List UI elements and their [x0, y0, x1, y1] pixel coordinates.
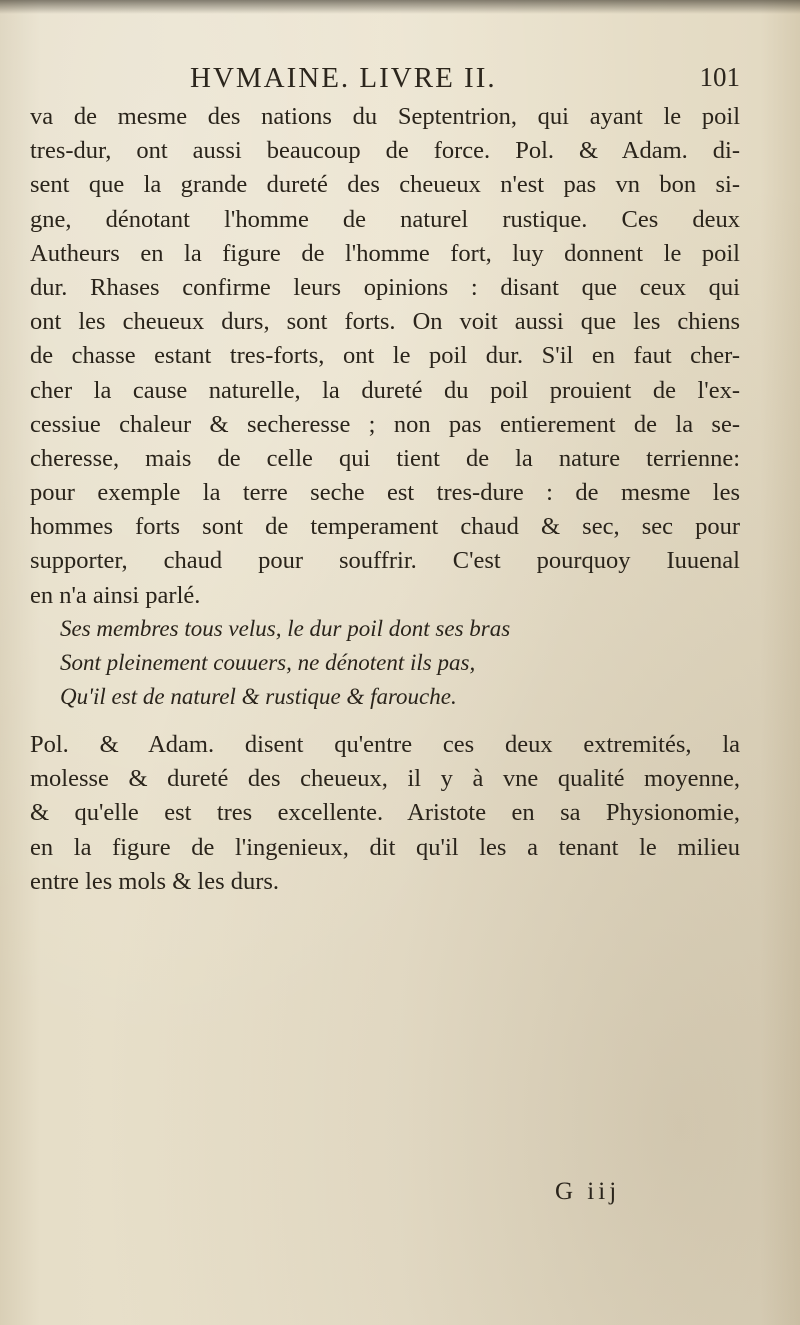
text-line: & qu'elle est tres excellente. Aristote en sa Physionomie,: [30, 799, 740, 827]
paragraph-1: [30, 100, 740, 613]
text-line: supporter, chaud pour souffrir. C'est pourquoy Iuuenal: [30, 547, 740, 575]
verse-line: Qu'il est de naturel & rustique & farouche.: [60, 684, 457, 709]
text-line: en n'a ainsi parlé.: [30, 581, 201, 609]
text-line: Autheurs en la figure de l'homme fort, luy donnent le poil: [30, 239, 740, 267]
paragraph-2: [30, 728, 740, 899]
text-line: hommes forts sont de temperament chaud & sec, sec pour: [30, 513, 740, 541]
text-line: cheresse, mais de celle qui tient de la nature terrienne:: [30, 444, 740, 472]
text-line: va de mesme des nations du Septentrion, qui ayant le poil: [30, 103, 740, 130]
text-line: sent que la grande dureté des cheueux n'est pas vn bon si-: [30, 171, 740, 199]
text-line: cher la cause naturelle, la dureté du poil prouient de l'ex-: [30, 376, 740, 404]
page-edge-shadow: [0, 0, 800, 14]
verse-line: Ses membres tous velus, le dur poil dont ses bras: [60, 616, 511, 641]
running-head: HVMAINE. LIVRE II.: [190, 62, 497, 94]
text-line: dur. Rhases confirme leurs opinions : disant que ceux qui: [30, 273, 740, 301]
signature-mark: G iij: [555, 1178, 621, 1205]
page-number: 101: [699, 62, 740, 92]
text-line: tres-dur, ont aussi beaucoup de force. Pol. & Adam. di-: [30, 137, 740, 165]
text-line: gne, dénotant l'homme de naturel rustique. Ces deux: [30, 205, 740, 233]
text-line: entre les mols & les durs.: [30, 867, 280, 895]
text-line: en la figure de l'ingenieux, dit qu'il les a tenant le milieu: [30, 833, 740, 861]
text-line: pour exemple la terre seche est tres-dure : de mesme les: [30, 479, 740, 507]
verse-quotation: [60, 612, 620, 714]
page-header: [190, 62, 740, 102]
verse-line: Sont pleinement couuers, ne dénotent ils pas,: [60, 650, 476, 675]
text-line: de chasse estant tres-forts, ont le poil dur. S'il en faut cher-: [30, 342, 740, 370]
text-line: Pol. & Adam. disent qu'entre ces deux extremités, la: [30, 731, 740, 758]
text-line: molesse & dureté des cheueux, il y à vne qualité moyenne,: [30, 765, 740, 793]
text-line: cessiue chaleur & secheresse ; non pas entierement de la se-: [30, 410, 740, 438]
text-line: ont les cheueux durs, sont forts. On voit aussi que les chiens: [30, 308, 740, 336]
